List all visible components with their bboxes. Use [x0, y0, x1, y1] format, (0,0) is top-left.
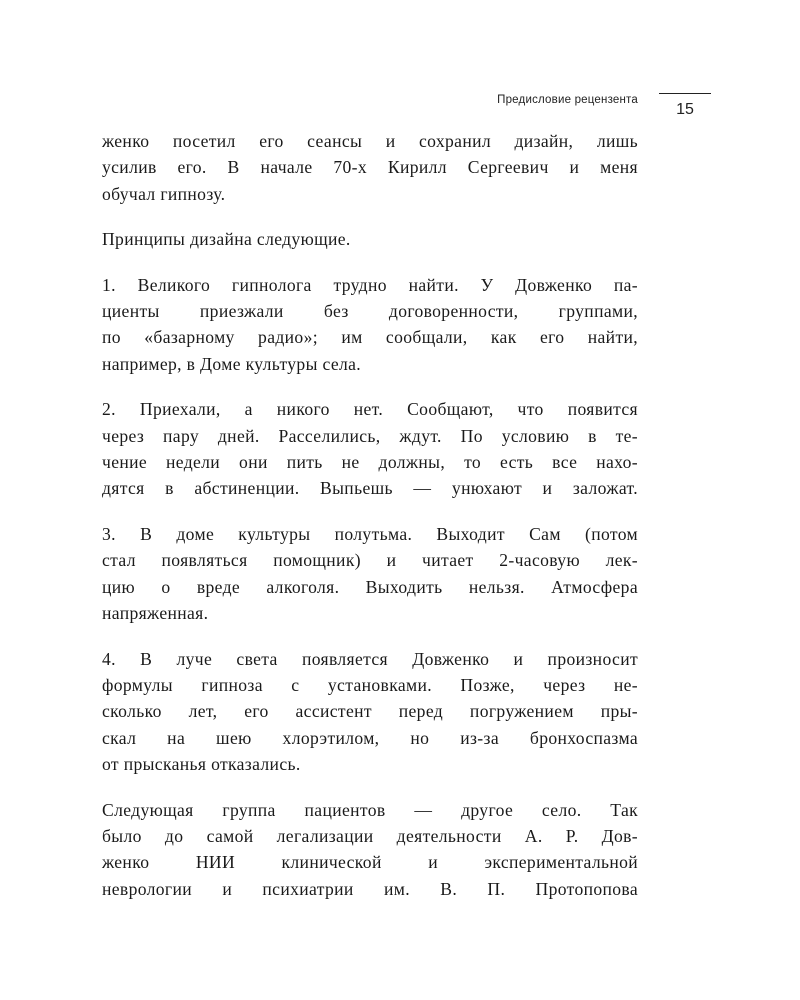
text-line: циенты приезжали без договоренности, группами, [102, 301, 638, 322]
text-line: было до самой легализации деятельности А. Р. Дов- [102, 825, 638, 846]
text-line: чение недели они пить не должны, то есть все нахо- [102, 452, 638, 473]
text-line: формулы гипноза с установками. Позже, через не- [102, 674, 638, 695]
paragraph-6 [102, 646, 638, 778]
text-line: 4. В луче света появляется Довженко и произносит [102, 648, 638, 669]
text-line: Следующая группа пациентов — другое село. Так [102, 799, 638, 820]
text-line: обучал гипнозу. [102, 183, 226, 204]
body-text [102, 128, 638, 921]
text-line: скал на шею хлорэтилом, но из-за бронхоспазма [102, 727, 638, 748]
text-line: сколько лет, его ассистент перед погружением пры- [102, 701, 638, 722]
text-line: от прысканья отказались. [102, 754, 301, 775]
paragraph-3 [102, 272, 638, 378]
running-head: Предисловие рецензента [497, 94, 638, 106]
text-line: 3. В доме культуры полутьма. Выходит Сам (потом [102, 523, 638, 544]
paragraph-1 [102, 128, 638, 207]
paragraph-4 [102, 396, 638, 502]
text-line: неврологии и психиатрии им. В. П. Протопопова [102, 878, 638, 899]
text-line: по «базарному радио»; им сообщали, как его найти, [102, 327, 638, 348]
text-line: женко НИИ клинической и экспериментальной [102, 852, 638, 873]
paragraph-7 [102, 797, 638, 903]
text-line: Принципы дизайна следующие. [102, 229, 351, 250]
text-line: усилив его. В начале 70-х Кирилл Сергеевич и меня [102, 157, 638, 178]
text-line: 2. Приехали, а никого нет. Сообщают, что появится [102, 399, 638, 420]
text-line: через пару дней. Расселились, ждут. По условию в те- [102, 425, 638, 446]
paragraph-5 [102, 521, 638, 627]
folio-rule [659, 93, 711, 94]
text-line: например, в Доме культуры села. [102, 353, 362, 374]
text-line: 1. Великого гипнолога трудно найти. У Довженко па- [102, 274, 638, 295]
text-line: цию о вреде алкоголя. Выходить нельзя. Атмосфера [102, 576, 638, 597]
text-line: напряженная. [102, 603, 209, 624]
text-line: дятся в абстиненции. Выпьешь — унюхают и заложат. [102, 478, 638, 499]
text-line: стал появляться помощник) и читает 2-часовую лек- [102, 550, 638, 571]
text-line: женко посетил его сеансы и сохранил дизайн, лишь [102, 131, 638, 151]
paragraph-2 [102, 226, 638, 252]
page-number: 15 [676, 101, 694, 118]
